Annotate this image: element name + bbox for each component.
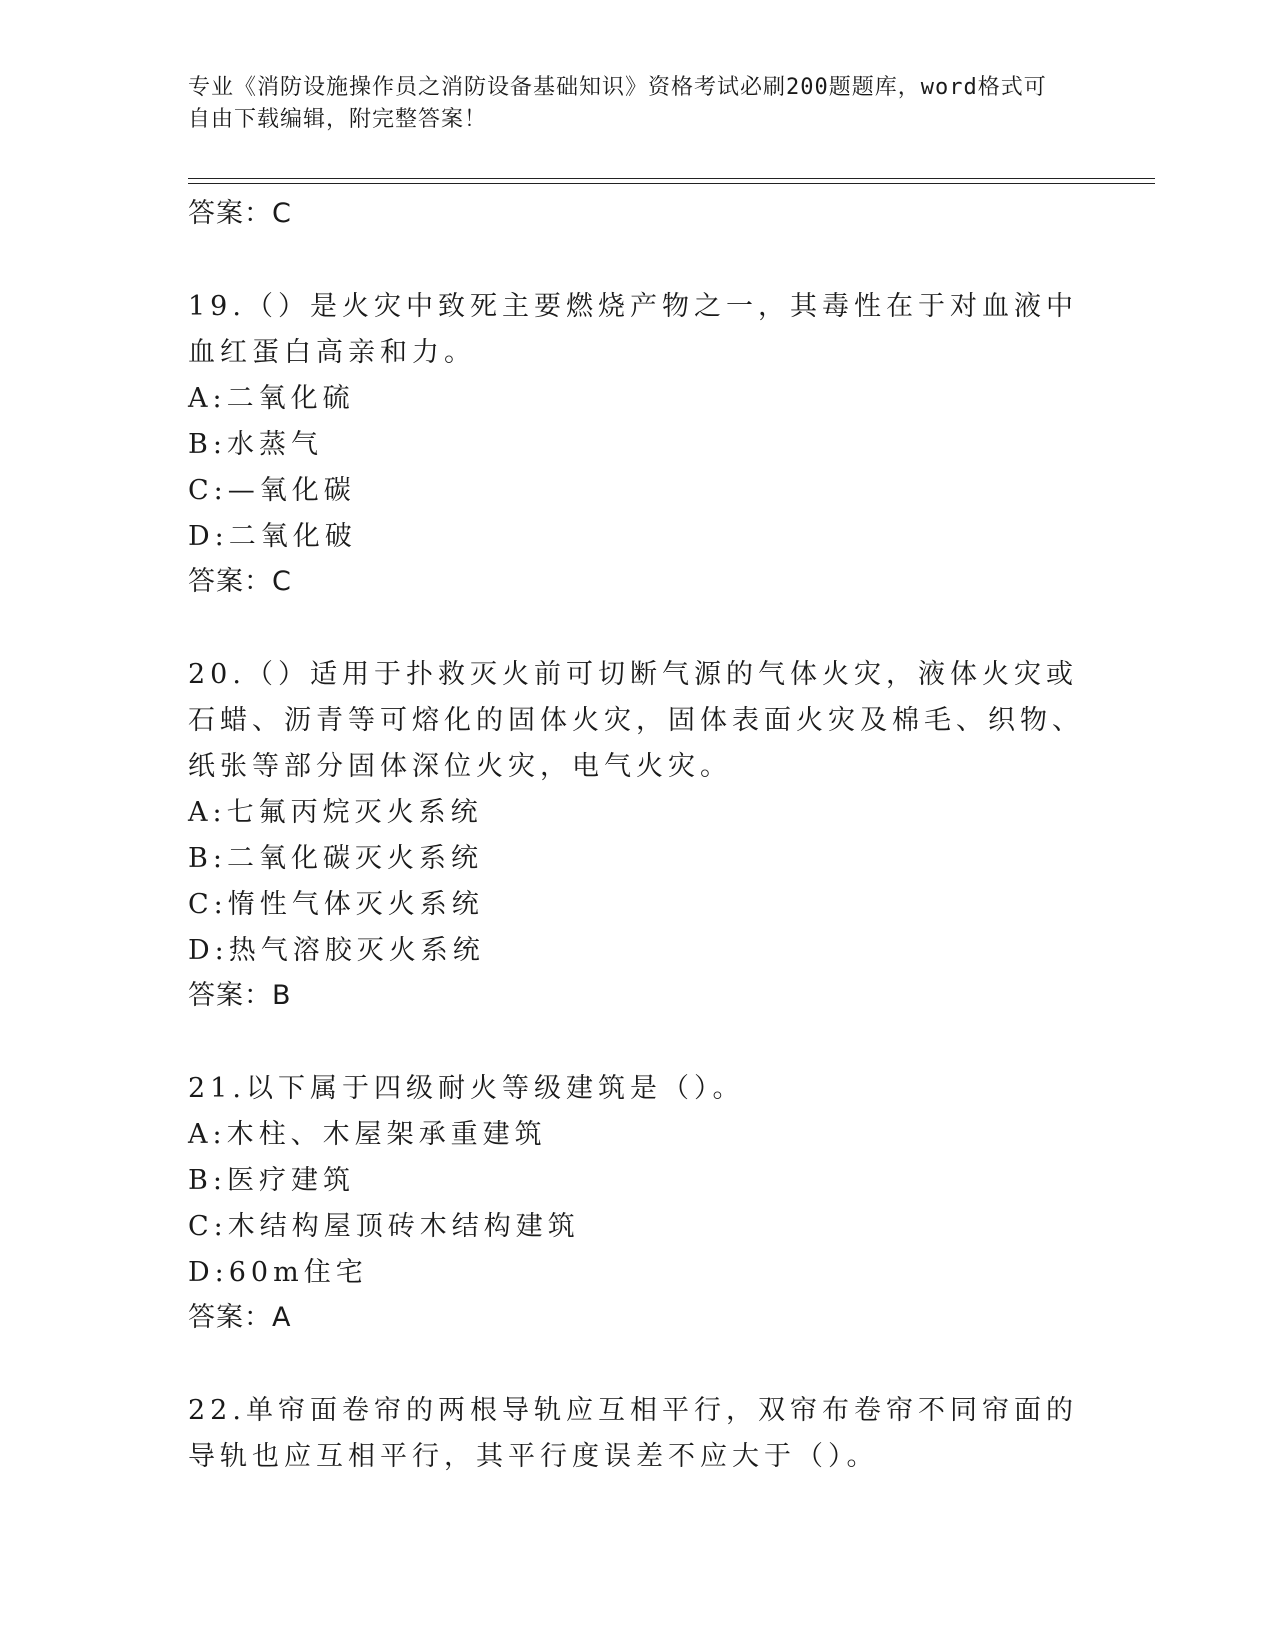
question-22	[188, 1388, 1088, 1480]
question-stem: 19.（）是火灾中致死主要燃烧产物之一，其毒性在于对血液中血红蛋白高亲和力。	[188, 291, 1078, 368]
option-d: D:60m住宅	[188, 1257, 368, 1288]
question-20	[188, 652, 1088, 1018]
question-21	[188, 1066, 1088, 1340]
header-divider-top	[188, 178, 1155, 179]
answer-label: 答案：B	[188, 980, 292, 1011]
option-d: D:二氧化破	[188, 521, 357, 552]
answer-label: 答案：C	[188, 198, 292, 229]
option-b: B:医疗建筑	[188, 1165, 355, 1196]
answer-label: 答案：A	[188, 1302, 292, 1333]
question-stem: 21.以下属于四级耐火等级建筑是（）。	[188, 1073, 745, 1104]
option-b: B:水蒸气	[188, 429, 323, 460]
option-c: C:木结构屋顶砖木结构建筑	[188, 1211, 580, 1242]
option-d: D:热气溶胶灭火系统	[188, 935, 485, 966]
option-b: B:二氧化碳灭火系统	[188, 843, 483, 874]
option-c: C:—氧化碳	[188, 475, 356, 506]
question-stem: 22.单帘面卷帘的两根导轨应互相平行，双帘布卷帘不同帘面的导轨也应互相平行，其平行度误差不应大于（）。	[188, 1395, 1078, 1472]
header-divider-bottom	[188, 183, 1155, 184]
option-c: C:惰性气体灭火系统	[188, 889, 484, 920]
answer-label: 答案：C	[188, 566, 292, 597]
question-list	[188, 192, 1088, 1480]
document-header: 专业《消防设施操作员之消防设备基础知识》资格考试必刷200题题库，word格式可自由下载编辑，附完整答案！	[188, 75, 1047, 132]
question-stem: 20.（）适用于扑救灭火前可切断气源的气体火灾，液体火灾或石蜡、沥青等可熔化的固体火灾，固体表面火灾及棉毛、织物、纸张等部分固体深位火灾，电气火灾。	[188, 659, 1084, 782]
option-a: A:二氧化硫	[188, 383, 355, 414]
question-19	[188, 284, 1088, 604]
option-a: A:木柱、木屋架承重建筑	[188, 1119, 547, 1150]
option-a: A:七氟丙烷灭火系统	[188, 797, 483, 828]
